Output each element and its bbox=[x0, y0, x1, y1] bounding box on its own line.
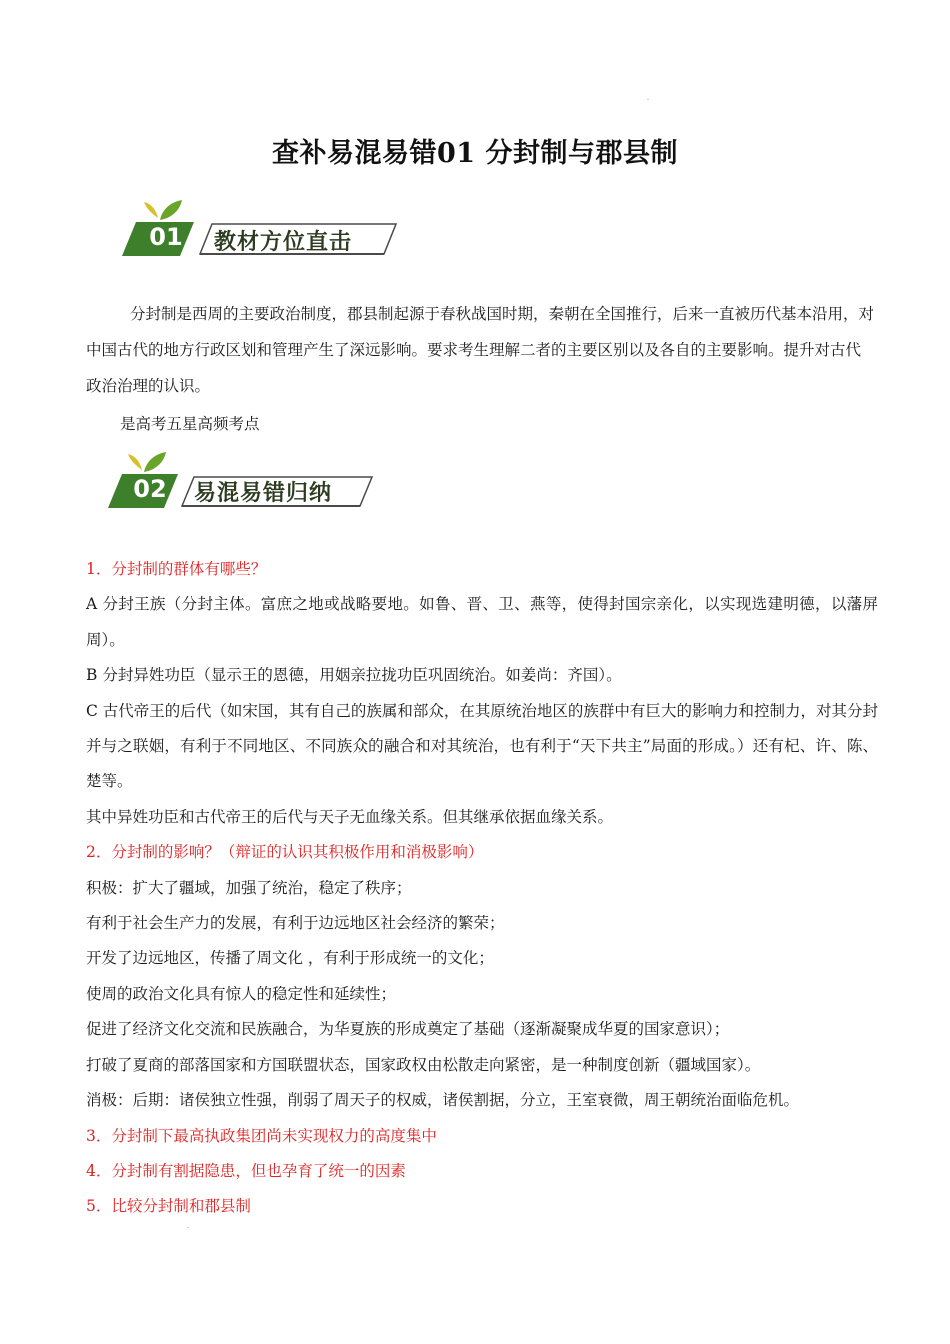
body-line: B 分封异姓功臣（显示王的恩德，用姻亲拉拢功臣巩固统治。如姜尚：齐国）。 bbox=[86, 666, 622, 685]
content-body bbox=[86, 552, 878, 1225]
body-line: 有利于社会生产力的发展，有利于边远地区社会经济的繁荣； bbox=[86, 914, 505, 933]
section-title: 易混易错归纳 bbox=[194, 481, 333, 506]
section-number: 02 bbox=[133, 475, 167, 503]
intro-paragraph: 分封制是西周的主要政治制度，郡县制起源于春秋战国时期，秦朝在全国推行，后来一直被历代基本沿用，对中国古代的地方行政区划和管理产生了深远影响。要求考生理解二者的主要区别以及各自的主要影响。提升对古代政治治理的认识。 bbox=[86, 305, 875, 395]
leaf-icon bbox=[128, 454, 142, 470]
question-heading: 5．比较分封制和郡县制 bbox=[86, 1197, 251, 1216]
body-line: 其中异姓功臣和古代帝王的后代与天子无血缘关系。但其继承依据血缘关系。 bbox=[86, 807, 614, 826]
question-heading: 1．分封制的群体有哪些？ bbox=[86, 560, 267, 578]
section-title: 教材方位直击 bbox=[214, 230, 353, 255]
question-heading: 2．分封制的影响？（辩证的认识其积极作用和消极影响） bbox=[86, 843, 484, 862]
intro-note: 是高考五星高频考点 bbox=[120, 415, 260, 433]
body-line: A 分封王族（分封主体。富庶之地或战略要地。如鲁、晋、卫、燕等，使得封国宗亲化，以实现选建明德，以藩屏周）。 bbox=[86, 595, 878, 649]
question-heading: 3．分封制下最高执政集团尚未实现权力的高度集中 bbox=[86, 1126, 437, 1145]
section-number: 01 bbox=[149, 223, 183, 251]
section-header-02 bbox=[108, 450, 378, 525]
body-line: 开发了边远地区，传播了周文化 ，有利于形成统一的文化； bbox=[86, 949, 494, 968]
body-line: 使周的政治文化具有惊人的稳定性和延续性； bbox=[86, 984, 397, 1003]
body-line: 促进了经济文化交流和民族融合，为华夏族的形成奠定了基础（逐渐凝聚成华夏的国家意识）； bbox=[86, 1020, 730, 1039]
section-header-01 bbox=[122, 196, 402, 271]
leaf-icon bbox=[144, 452, 166, 472]
body-line: 积极：扩大了疆域，加强了统治，稳定了秩序； bbox=[86, 878, 412, 897]
speck bbox=[647, 99, 649, 100]
body-line: C 古代帝王的后代（如宋国，其有自己的族属和部众，在其原统治地区的族群中有巨大的影响力和控制力，对其分封并与之联姻，有利于不同地区、不同族众的融合和对其统治，也有利于“天下共主”局面的形成。）还有杞、许、陈、楚等。 bbox=[86, 701, 878, 791]
question-heading: 4．分封制有割据隐患，但也孕育了统一的因素 bbox=[86, 1161, 406, 1180]
leaf-icon bbox=[160, 200, 182, 220]
body-line: 消极：后期：诸侯独立性强，削弱了周天子的权威，诸侯割据，分立，王室衰微，周王朝统治面临危机。 bbox=[86, 1091, 800, 1110]
leaf-icon bbox=[144, 202, 158, 218]
body-line: 打破了夏商的部落国家和方国联盟状态，国家政权由松散走向紧密，是一种制度创新（疆域国家）。 bbox=[86, 1055, 761, 1074]
speck bbox=[187, 1227, 189, 1228]
page-title: 查补易混易错01 分封制与郡县制 bbox=[272, 138, 678, 169]
